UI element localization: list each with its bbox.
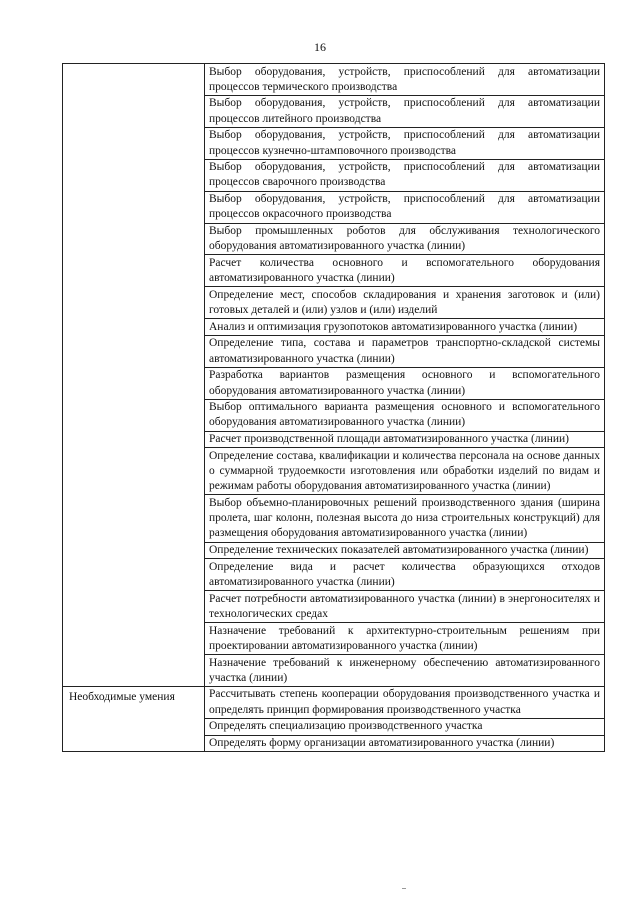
requirement-text: Выбор объемно-планировочных решений производственного здания (ширина пролета, шаг колонн, полезная высота до низа строительных конструкций) для размещения оборудования автоматизированного участка (линии) [209,496,600,540]
table-cell [205,559,605,591]
skill-text: Определять форму организации автоматизированного участка (линии) [209,737,555,750]
group-label [63,64,204,68]
table-cell [205,191,605,223]
requirement-text: Выбор оборудования, устройств, приспособлений для автоматизации процессов литейного производства [209,97,600,125]
table-row [63,686,605,718]
table-cell [205,223,605,255]
table-cell [205,255,605,287]
table-cell [205,655,605,687]
table-cell [205,287,605,319]
table-cell [205,64,605,96]
table-cell [205,495,605,542]
requirement-text: Расчет производственной площади автоматизированного участка (линии) [209,433,570,446]
table-cell [205,431,605,448]
requirement-text: Назначение требований к инженерному обеспечению автоматизированного участка (линии) [209,656,600,684]
requirement-text: Разработка вариантов размещения основного и вспомогательного оборудования автоматизированного участка (линии) [209,369,600,397]
group-label: Необходимые умения [69,690,175,703]
requirement-text: Определение технических показателей автоматизированного участка (линии) [209,544,589,557]
requirement-text: Выбор оборудования, устройств, приспособлений для автоматизации процессов сварочного производства [209,161,600,189]
table-cell [205,623,605,655]
requirement-text: Выбор оборудования, устройств, приспособлений для автоматизации процессов окрасочного производства [209,193,600,221]
requirement-text: Назначение требований к архитектурно-строительным решениям при проектировании автоматизированного участка (линии) [209,624,600,652]
requirement-text: Определение типа, состава и параметров транспортно-складской системы автоматизированного участка (линии) [209,337,600,365]
requirement-text: Расчет потребности автоматизированного участка (линии) в энергоносителях и технологических средах [209,592,600,620]
table-cell [205,319,605,336]
table-cell [205,542,605,559]
requirement-text: Определение мест, способов складирования и хранения заготовок и (или) готовых деталей и (или) узлов и (или) изделий [209,288,600,317]
group-label-cell [63,64,205,687]
table-cell [205,735,605,752]
page-number: 16 [314,40,326,54]
requirement-text: Определение вида и расчет количества образующихся отходов автоматизированного участка (линии) [209,560,600,588]
table-cell [205,367,605,399]
requirement-text: Выбор оборудования, устройств, приспособлений для автоматизации процессов термического производства [209,65,600,93]
table-cell [205,591,605,623]
table-cell [205,335,605,367]
requirement-text: Расчет количества основного и вспомогательного оборудования автоматизированного участка (линии) [209,256,600,285]
table-cell [205,448,605,495]
table-cell [205,95,605,127]
table-cell [205,718,605,735]
requirement-text: Анализ и оптимизация грузопотоков автоматизированного участка (линии) [209,320,578,333]
competency-table [62,63,605,752]
table-cell [205,399,605,431]
table-row [63,64,605,96]
table-cell [205,127,605,159]
requirement-text: Выбор оборудования, устройств, приспособлений для автоматизации процессов кузнечно-штамповочного производства [209,129,600,157]
table-cell [205,686,605,718]
table-cell [205,159,605,191]
requirement-text: Определение состава, квалификации и количества персонала на основе данных о суммарной трудоемкости изготовления или обработки изделий по видам и режимам работы оборудования автоматизированного участка (линии) [209,449,600,493]
requirement-text: Выбор промышленных роботов для обслуживания технологического оборудования автоматизированного участка (линии) [209,225,600,253]
skill-text: Определять специализацию производственного участка [209,720,483,733]
skill-text: Рассчитывать степень кооперации оборудования производственного участка и определять принцип формирования производственного участка [209,688,600,716]
requirement-text: Выбор оптимального варианта размещения основного и вспомогательного оборудования автоматизированного участка (линии) [209,401,600,429]
group-label-cell [63,686,205,751]
scan-speck [402,888,406,889]
